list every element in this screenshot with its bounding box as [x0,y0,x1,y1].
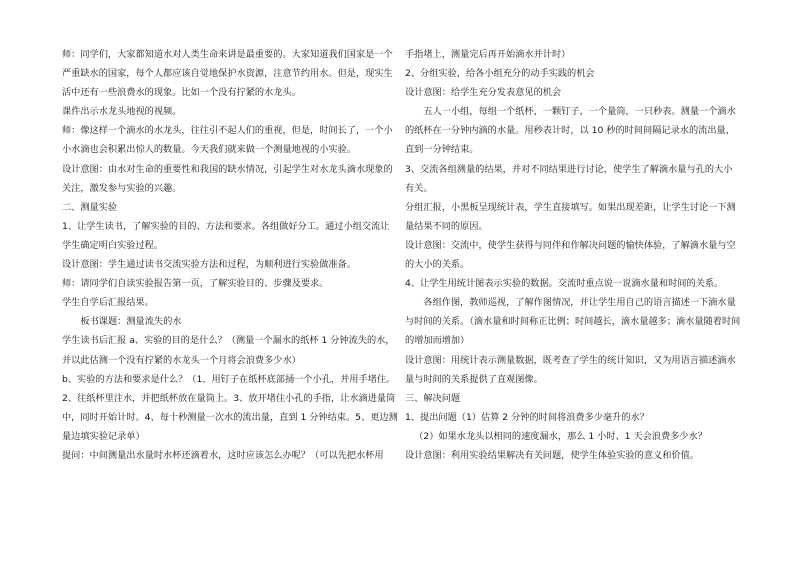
paragraph: 设计意图：由水对生命的重要性和我国的缺水情况，引起学生对水龙头滴水现象的关注，激发参与实验的兴趣。 [62,163,393,194]
paragraph: 设计意图：学生通过读书交流实验方法和过程，为顺利进行实验做准备。 [62,259,356,271]
section-heading: 三、解决问题 [405,392,461,404]
paragraph: b、实验的方法和要求是什么？（1、用钉子在纸杯底部捅一个小孔，并用手堵住。2、往纸杯里注水，并把纸杯放在量筒上。3、放开堵住小孔的手指，让水滴进量筒中，同时开始计时。4、每十秒测量一次水的流出量，直到 1 分钟结束。5、更边测量边填实验记录单） [62,373,398,442]
paragraph: 1、让学生读书，了解实验的目的、方法和要求。各组做好分工。通过小组交流让学生确定明白实验过程。 [62,220,390,251]
paragraph: 3、交流各组测量的结果，并对不同结果进行讨论，使学生了解滴水量与孔的大小有关。 [405,163,733,194]
paragraph: 设计意图：用统计表示测量数据，既考查了学生的统计知识，又为用语言描述滴水量与时间的关系提供了直观图像。 [405,354,736,385]
paragraph: 设计意图：交流中，使学生获得与同伴和作解决问题的愉快体验，了解滴水量与空的大小的关系。 [405,239,736,271]
paragraph: 学生读书后汇报 a、实验的目的是什么？（测量一个漏水的纸杯 1 分钟流失的水，并以此估测一个没有拧紧的水龙头一个月将会浪费多少水） [62,335,395,366]
right-column [405,45,741,465]
paragraph: 4、让学生用统计图表示实验的数据。交流时重点说一说滴水量和时间的关系。 [405,278,724,290]
paragraph: 师：请同学们自读实验报告第一页，了解实验目的、步骤及要求。 [62,278,329,290]
paragraph: 手指堵上，测量完后再开始滴水并计时） [405,49,571,60]
paragraph: 师：同学们，大家都知道水对人类生命来讲是最重要的。大家知道我们国家是一个严重缺水的国家，每个人都应该自觉地保护水资源，注意节约用水。但是，现实生活中还有一些浪费水的现象。比如一个没有拧紧的水龙头。 [62,49,393,99]
paragraph: 1、提出问题（1）估算 2 分钟的时间将浪费多少毫升的水？ [405,411,649,423]
paragraph: 五人一小组，每组一个纸杯，一颗钉子，一个量筒，一只秒表。测量一个滴水的纸杯在一分钟内滴的水量。用秒表计时，以 10 秒的时间间隔记录水的流出量，直到一分钟结束。 [405,106,736,156]
paragraph: 2、分组实验，给各小组充分的动手实践的机会 [405,68,595,80]
paragraph: （2）如果水龙头以相同的速度漏水，那么 1 小时、1 天会浪费多少水？ [414,430,707,442]
paragraph: 课件出示水龙头地视的视频。 [62,106,182,118]
left-column [62,45,398,465]
paragraph: 设计意图：利用实验结果解决有关问题，使学生体验实验的意义和价值。 [405,449,699,461]
paragraph: 师：像这样一个滴水的水龙头，往往引不起人们的重视，但是，时间长了，一个小小水滴也会积累出惊人的数量。今天我们就来做一个测量地视的小实验。 [62,125,393,156]
section-heading: 二、测量实验 [62,201,118,213]
paragraph: 设计意图：给学生充分发表意见的机会 [405,87,562,99]
paragraph: 学生自学后汇报结果。 [62,297,154,309]
paragraph: 分组汇报，小黑板呈现统计表，学生直接填写。如果出现差距，让学生讨论一下测量结果不同的原因。 [405,201,736,232]
paragraph: 提问：中间测量出水量时水杯还滴着水，这时应该怎么办呢？（可以先把水杯用 [62,449,384,461]
paragraph: 各组作图，教师巡视，了解作图情况，并让学生用自己的语言描述一下滴水量与时间的关系。（滴水量和时间称正比例；时间越长，滴水量越多；滴水量随着时间的增加而增加） [405,297,741,347]
board-title: 板书课题：测量流失的水 [80,316,182,328]
